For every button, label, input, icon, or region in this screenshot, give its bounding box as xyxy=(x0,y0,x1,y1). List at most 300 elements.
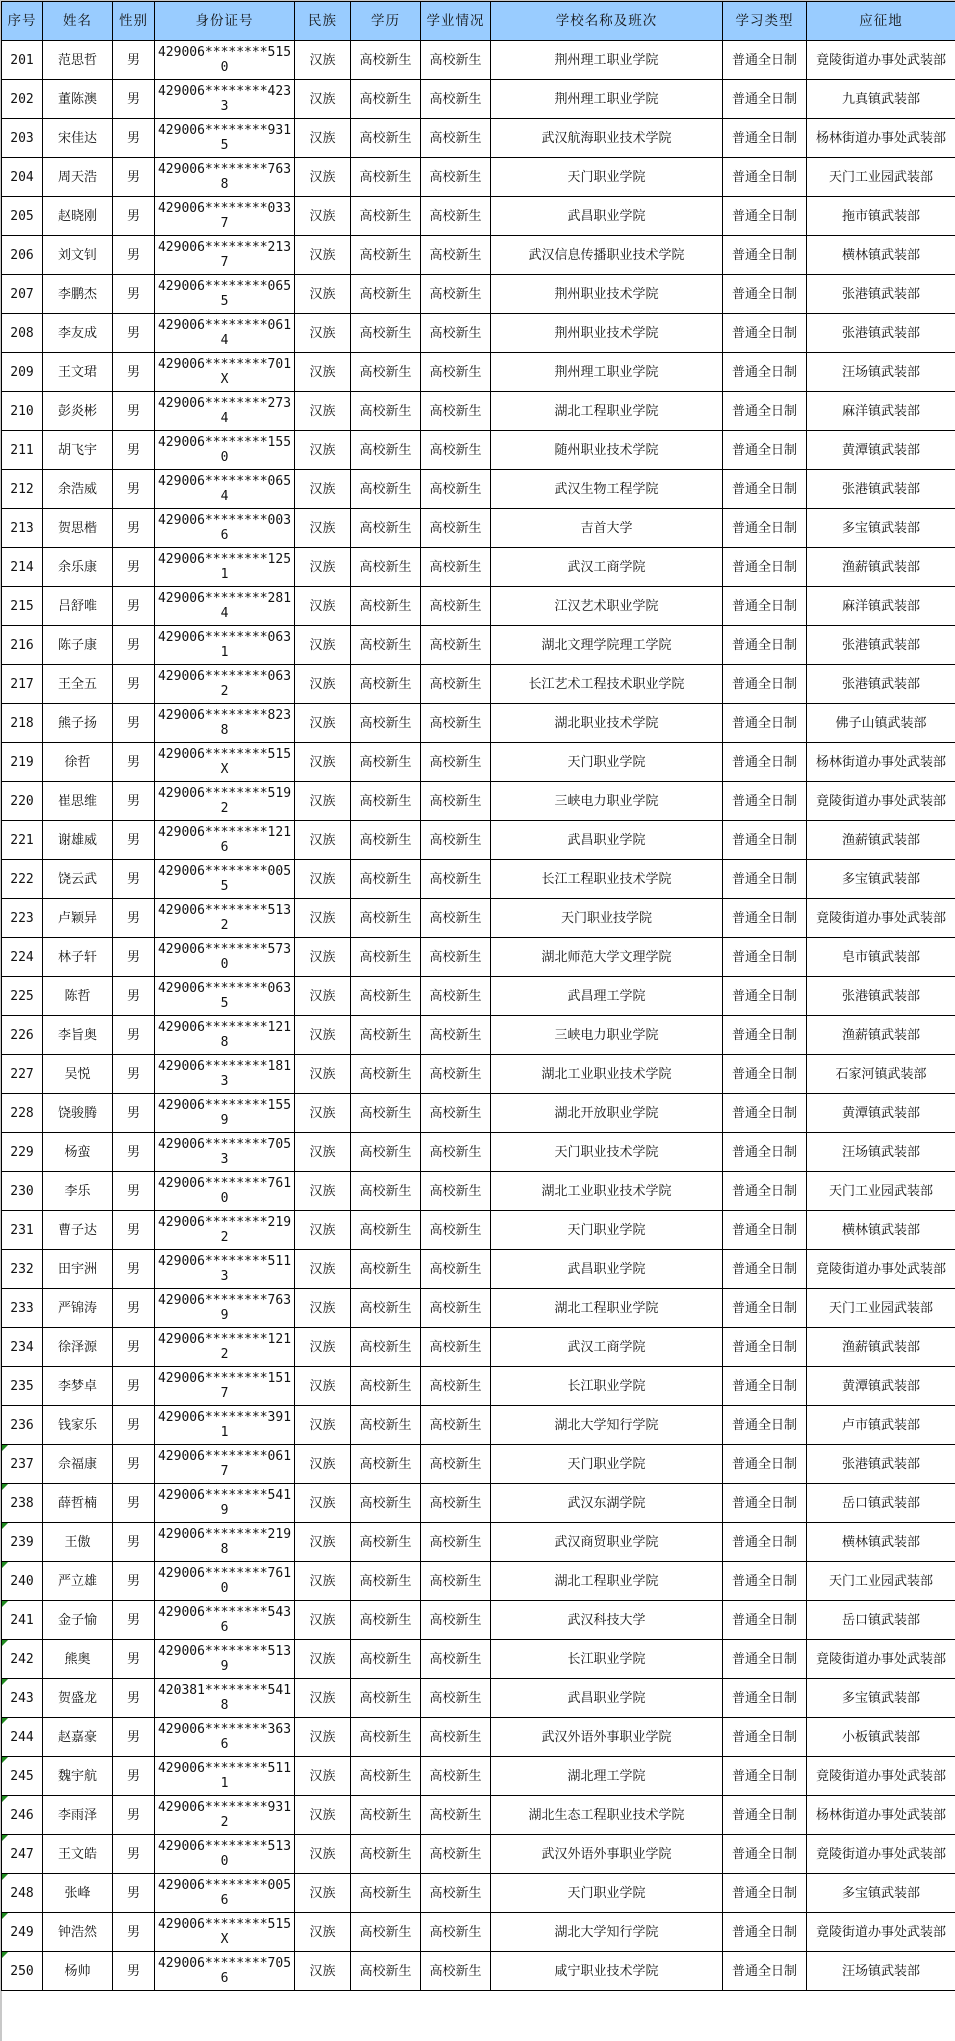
cell-id-number[interactable] xyxy=(155,236,295,275)
cell-school[interactable] xyxy=(491,509,723,548)
cell-school[interactable] xyxy=(491,1718,723,1757)
cell-enlist-location[interactable] xyxy=(807,860,955,899)
cell-study-type[interactable] xyxy=(723,782,807,821)
cell-study-type[interactable] xyxy=(723,119,807,158)
cell-study-type[interactable] xyxy=(723,1952,807,1991)
cell-sex[interactable] xyxy=(113,509,155,548)
cell-study-status[interactable] xyxy=(421,587,491,626)
cell-study-status[interactable] xyxy=(421,1523,491,1562)
cell-nation[interactable] xyxy=(295,782,351,821)
cell-study-status[interactable] xyxy=(421,1484,491,1523)
cell-study-type[interactable] xyxy=(723,431,807,470)
cell-school[interactable] xyxy=(491,782,723,821)
cell-school[interactable] xyxy=(491,353,723,392)
cell-education[interactable] xyxy=(351,1718,421,1757)
cell-nation[interactable] xyxy=(295,587,351,626)
cell-study-type[interactable] xyxy=(723,1562,807,1601)
cell-school[interactable] xyxy=(491,1250,723,1289)
cell-school[interactable] xyxy=(491,1757,723,1796)
cell-education[interactable] xyxy=(351,548,421,587)
cell-id-number[interactable] xyxy=(155,119,295,158)
cell-name[interactable] xyxy=(43,1367,113,1406)
cell-study-type[interactable] xyxy=(723,1484,807,1523)
cell-study-status[interactable] xyxy=(421,1913,491,1952)
cell-education[interactable] xyxy=(351,1133,421,1172)
cell-sex[interactable] xyxy=(113,1679,155,1718)
cell-name[interactable] xyxy=(43,1172,113,1211)
cell-study-status[interactable] xyxy=(421,704,491,743)
cell-sex[interactable] xyxy=(113,1601,155,1640)
cell-school[interactable] xyxy=(491,1484,723,1523)
cell-study-type[interactable] xyxy=(723,1289,807,1328)
cell-enlist-location[interactable] xyxy=(807,197,955,236)
cell-nation[interactable] xyxy=(295,119,351,158)
cell-nation[interactable] xyxy=(295,1289,351,1328)
cell-study-type[interactable] xyxy=(723,41,807,80)
cell-id-number[interactable] xyxy=(155,1718,295,1757)
cell-enlist-location[interactable] xyxy=(807,1874,955,1913)
cell-id-number[interactable] xyxy=(155,1679,295,1718)
cell-id-number[interactable] xyxy=(155,1913,295,1952)
cell-school[interactable] xyxy=(491,1640,723,1679)
cell-enlist-location[interactable] xyxy=(807,1172,955,1211)
cell-sex[interactable] xyxy=(113,1289,155,1328)
cell-education[interactable] xyxy=(351,392,421,431)
cell-education[interactable] xyxy=(351,704,421,743)
cell-name[interactable] xyxy=(43,1250,113,1289)
cell-enlist-location[interactable] xyxy=(807,1406,955,1445)
cell-id-number[interactable] xyxy=(155,782,295,821)
cell-sex[interactable] xyxy=(113,899,155,938)
cell-sex[interactable] xyxy=(113,275,155,314)
cell-nation[interactable] xyxy=(295,977,351,1016)
cell-study-status[interactable] xyxy=(421,1406,491,1445)
cell-enlist-location[interactable] xyxy=(807,1250,955,1289)
cell-no[interactable] xyxy=(2,1952,43,1991)
cell-study-status[interactable] xyxy=(421,314,491,353)
cell-enlist-location[interactable] xyxy=(807,1211,955,1250)
cell-name[interactable] xyxy=(43,119,113,158)
cell-nation[interactable] xyxy=(295,470,351,509)
cell-education[interactable] xyxy=(351,1406,421,1445)
cell-no[interactable] xyxy=(2,704,43,743)
cell-study-status[interactable] xyxy=(421,1445,491,1484)
cell-nation[interactable] xyxy=(295,1250,351,1289)
cell-school[interactable] xyxy=(491,1601,723,1640)
cell-enlist-location[interactable] xyxy=(807,1640,955,1679)
cell-enlist-location[interactable] xyxy=(807,1523,955,1562)
cell-id-number[interactable] xyxy=(155,626,295,665)
cell-id-number[interactable] xyxy=(155,1874,295,1913)
cell-id-number[interactable] xyxy=(155,1835,295,1874)
cell-education[interactable] xyxy=(351,1094,421,1133)
cell-no[interactable] xyxy=(2,158,43,197)
cell-no[interactable] xyxy=(2,1562,43,1601)
cell-study-status[interactable] xyxy=(421,899,491,938)
cell-sex[interactable] xyxy=(113,353,155,392)
cell-enlist-location[interactable] xyxy=(807,353,955,392)
cell-study-type[interactable] xyxy=(723,236,807,275)
cell-sex[interactable] xyxy=(113,158,155,197)
cell-sex[interactable] xyxy=(113,41,155,80)
cell-nation[interactable] xyxy=(295,197,351,236)
cell-study-type[interactable] xyxy=(723,197,807,236)
cell-study-type[interactable] xyxy=(723,860,807,899)
cell-no[interactable] xyxy=(2,314,43,353)
cell-sex[interactable] xyxy=(113,197,155,236)
cell-no[interactable] xyxy=(2,1718,43,1757)
cell-id-number[interactable] xyxy=(155,1016,295,1055)
cell-sex[interactable] xyxy=(113,1367,155,1406)
cell-study-status[interactable] xyxy=(421,1016,491,1055)
cell-no[interactable] xyxy=(2,899,43,938)
cell-name[interactable] xyxy=(43,782,113,821)
cell-name[interactable] xyxy=(43,548,113,587)
cell-no[interactable] xyxy=(2,665,43,704)
cell-nation[interactable] xyxy=(295,704,351,743)
cell-study-status[interactable] xyxy=(421,1250,491,1289)
cell-study-status[interactable] xyxy=(421,1601,491,1640)
cell-study-type[interactable] xyxy=(723,509,807,548)
cell-nation[interactable] xyxy=(295,1133,351,1172)
cell-study-status[interactable] xyxy=(421,1718,491,1757)
cell-school[interactable] xyxy=(491,1367,723,1406)
cell-enlist-location[interactable] xyxy=(807,977,955,1016)
cell-study-type[interactable] xyxy=(723,1874,807,1913)
cell-name[interactable] xyxy=(43,1796,113,1835)
cell-study-status[interactable] xyxy=(421,1094,491,1133)
cell-name[interactable] xyxy=(43,1406,113,1445)
cell-no[interactable] xyxy=(2,275,43,314)
cell-study-type[interactable] xyxy=(723,665,807,704)
cell-education[interactable] xyxy=(351,1913,421,1952)
cell-study-status[interactable] xyxy=(421,1835,491,1874)
cell-id-number[interactable] xyxy=(155,509,295,548)
cell-name[interactable] xyxy=(43,197,113,236)
cell-sex[interactable] xyxy=(113,1640,155,1679)
cell-no[interactable] xyxy=(2,392,43,431)
cell-education[interactable] xyxy=(351,1562,421,1601)
cell-education[interactable] xyxy=(351,1172,421,1211)
cell-school[interactable] xyxy=(491,431,723,470)
cell-id-number[interactable] xyxy=(155,1055,295,1094)
cell-name[interactable] xyxy=(43,665,113,704)
col-header-edu[interactable]: 学历 xyxy=(351,2,421,41)
cell-nation[interactable] xyxy=(295,509,351,548)
cell-name[interactable] xyxy=(43,821,113,860)
cell-study-type[interactable] xyxy=(723,1718,807,1757)
cell-study-status[interactable] xyxy=(421,119,491,158)
cell-study-status[interactable] xyxy=(421,1757,491,1796)
cell-nation[interactable] xyxy=(295,1406,351,1445)
cell-study-type[interactable] xyxy=(723,275,807,314)
cell-id-number[interactable] xyxy=(155,353,295,392)
cell-study-type[interactable] xyxy=(723,548,807,587)
cell-study-type[interactable] xyxy=(723,1016,807,1055)
cell-nation[interactable] xyxy=(295,1172,351,1211)
cell-sex[interactable] xyxy=(113,1406,155,1445)
cell-enlist-location[interactable] xyxy=(807,158,955,197)
cell-school[interactable] xyxy=(491,470,723,509)
cell-id-number[interactable] xyxy=(155,1211,295,1250)
cell-name[interactable] xyxy=(43,275,113,314)
cell-study-type[interactable] xyxy=(723,353,807,392)
cell-enlist-location[interactable] xyxy=(807,665,955,704)
cell-study-type[interactable] xyxy=(723,1835,807,1874)
cell-id-number[interactable] xyxy=(155,1250,295,1289)
cell-no[interactable] xyxy=(2,860,43,899)
cell-sex[interactable] xyxy=(113,1445,155,1484)
cell-sex[interactable] xyxy=(113,1523,155,1562)
cell-name[interactable] xyxy=(43,1094,113,1133)
cell-name[interactable] xyxy=(43,1874,113,1913)
cell-name[interactable] xyxy=(43,431,113,470)
cell-sex[interactable] xyxy=(113,1796,155,1835)
cell-education[interactable] xyxy=(351,1796,421,1835)
cell-school[interactable] xyxy=(491,119,723,158)
cell-nation[interactable] xyxy=(295,1913,351,1952)
cell-id-number[interactable] xyxy=(155,431,295,470)
cell-study-type[interactable] xyxy=(723,1757,807,1796)
cell-nation[interactable] xyxy=(295,41,351,80)
cell-education[interactable] xyxy=(351,509,421,548)
cell-no[interactable] xyxy=(2,1016,43,1055)
cell-no[interactable] xyxy=(2,821,43,860)
cell-id-number[interactable] xyxy=(155,41,295,80)
cell-id-number[interactable] xyxy=(155,80,295,119)
cell-education[interactable] xyxy=(351,1055,421,1094)
cell-nation[interactable] xyxy=(295,1523,351,1562)
cell-education[interactable] xyxy=(351,1328,421,1367)
cell-name[interactable] xyxy=(43,1016,113,1055)
cell-enlist-location[interactable] xyxy=(807,1952,955,1991)
cell-school[interactable] xyxy=(491,275,723,314)
cell-id-number[interactable] xyxy=(155,1406,295,1445)
cell-id-number[interactable] xyxy=(155,704,295,743)
cell-sex[interactable] xyxy=(113,626,155,665)
cell-study-type[interactable] xyxy=(723,977,807,1016)
cell-nation[interactable] xyxy=(295,236,351,275)
cell-study-type[interactable] xyxy=(723,587,807,626)
cell-study-status[interactable] xyxy=(421,938,491,977)
cell-no[interactable] xyxy=(2,1874,43,1913)
cell-study-type[interactable] xyxy=(723,80,807,119)
cell-study-status[interactable] xyxy=(421,80,491,119)
cell-enlist-location[interactable] xyxy=(807,431,955,470)
cell-nation[interactable] xyxy=(295,431,351,470)
cell-study-type[interactable] xyxy=(723,314,807,353)
cell-education[interactable] xyxy=(351,275,421,314)
cell-nation[interactable] xyxy=(295,1718,351,1757)
cell-name[interactable] xyxy=(43,1835,113,1874)
cell-study-type[interactable] xyxy=(723,1601,807,1640)
cell-nation[interactable] xyxy=(295,860,351,899)
cell-nation[interactable] xyxy=(295,1445,351,1484)
cell-school[interactable] xyxy=(491,743,723,782)
cell-study-status[interactable] xyxy=(421,626,491,665)
cell-no[interactable] xyxy=(2,1523,43,1562)
cell-no[interactable] xyxy=(2,41,43,80)
cell-nation[interactable] xyxy=(295,1757,351,1796)
cell-name[interactable] xyxy=(43,158,113,197)
cell-no[interactable] xyxy=(2,80,43,119)
cell-study-status[interactable] xyxy=(421,1874,491,1913)
cell-study-status[interactable] xyxy=(421,1328,491,1367)
cell-education[interactable] xyxy=(351,1874,421,1913)
cell-study-type[interactable] xyxy=(723,392,807,431)
cell-id-number[interactable] xyxy=(155,821,295,860)
cell-no[interactable] xyxy=(2,938,43,977)
cell-no[interactable] xyxy=(2,548,43,587)
cell-nation[interactable] xyxy=(295,1484,351,1523)
cell-sex[interactable] xyxy=(113,704,155,743)
cell-name[interactable] xyxy=(43,392,113,431)
cell-enlist-location[interactable] xyxy=(807,80,955,119)
cell-sex[interactable] xyxy=(113,1328,155,1367)
cell-name[interactable] xyxy=(43,1055,113,1094)
cell-education[interactable] xyxy=(351,821,421,860)
cell-education[interactable] xyxy=(351,1211,421,1250)
cell-id-number[interactable] xyxy=(155,1484,295,1523)
cell-no[interactable] xyxy=(2,1601,43,1640)
cell-school[interactable] xyxy=(491,1328,723,1367)
cell-no[interactable] xyxy=(2,626,43,665)
cell-school[interactable] xyxy=(491,1016,723,1055)
cell-study-type[interactable] xyxy=(723,1055,807,1094)
cell-school[interactable] xyxy=(491,1211,723,1250)
cell-study-type[interactable] xyxy=(723,1094,807,1133)
cell-nation[interactable] xyxy=(295,80,351,119)
cell-education[interactable] xyxy=(351,119,421,158)
cell-name[interactable] xyxy=(43,938,113,977)
cell-sex[interactable] xyxy=(113,1055,155,1094)
cell-study-status[interactable] xyxy=(421,743,491,782)
cell-enlist-location[interactable] xyxy=(807,743,955,782)
cell-study-status[interactable] xyxy=(421,1133,491,1172)
cell-school[interactable] xyxy=(491,665,723,704)
cell-name[interactable] xyxy=(43,353,113,392)
cell-no[interactable] xyxy=(2,743,43,782)
cell-education[interactable] xyxy=(351,899,421,938)
cell-study-type[interactable] xyxy=(723,1133,807,1172)
cell-study-status[interactable] xyxy=(421,1289,491,1328)
cell-sex[interactable] xyxy=(113,1562,155,1601)
cell-no[interactable] xyxy=(2,1250,43,1289)
cell-school[interactable] xyxy=(491,1289,723,1328)
cell-id-number[interactable] xyxy=(155,977,295,1016)
cell-sex[interactable] xyxy=(113,1094,155,1133)
cell-study-status[interactable] xyxy=(421,1055,491,1094)
col-header-name[interactable]: 姓名 xyxy=(43,2,113,41)
cell-education[interactable] xyxy=(351,470,421,509)
cell-enlist-location[interactable] xyxy=(807,1016,955,1055)
cell-id-number[interactable] xyxy=(155,1952,295,1991)
cell-study-status[interactable] xyxy=(421,470,491,509)
cell-education[interactable] xyxy=(351,236,421,275)
cell-nation[interactable] xyxy=(295,1562,351,1601)
cell-sex[interactable] xyxy=(113,80,155,119)
cell-school[interactable] xyxy=(491,197,723,236)
cell-study-status[interactable] xyxy=(421,509,491,548)
cell-education[interactable] xyxy=(351,1016,421,1055)
cell-education[interactable] xyxy=(351,1601,421,1640)
cell-no[interactable] xyxy=(2,470,43,509)
cell-sex[interactable] xyxy=(113,1952,155,1991)
cell-id-number[interactable] xyxy=(155,860,295,899)
cell-nation[interactable] xyxy=(295,158,351,197)
cell-study-type[interactable] xyxy=(723,1328,807,1367)
cell-enlist-location[interactable] xyxy=(807,626,955,665)
cell-sex[interactable] xyxy=(113,860,155,899)
col-header-school[interactable]: 学校名称及班次 xyxy=(491,2,723,41)
cell-nation[interactable] xyxy=(295,275,351,314)
cell-enlist-location[interactable] xyxy=(807,1913,955,1952)
cell-name[interactable] xyxy=(43,1952,113,1991)
cell-study-status[interactable] xyxy=(421,548,491,587)
cell-study-status[interactable] xyxy=(421,197,491,236)
cell-school[interactable] xyxy=(491,548,723,587)
cell-study-status[interactable] xyxy=(421,353,491,392)
cell-study-type[interactable] xyxy=(723,1367,807,1406)
cell-enlist-location[interactable] xyxy=(807,1796,955,1835)
cell-enlist-location[interactable] xyxy=(807,275,955,314)
cell-education[interactable] xyxy=(351,587,421,626)
cell-enlist-location[interactable] xyxy=(807,509,955,548)
cell-no[interactable] xyxy=(2,353,43,392)
cell-no[interactable] xyxy=(2,1913,43,1952)
cell-school[interactable] xyxy=(491,392,723,431)
cell-school[interactable] xyxy=(491,704,723,743)
cell-id-number[interactable] xyxy=(155,1133,295,1172)
cell-school[interactable] xyxy=(491,860,723,899)
cell-study-type[interactable] xyxy=(723,1523,807,1562)
cell-nation[interactable] xyxy=(295,899,351,938)
cell-education[interactable] xyxy=(351,626,421,665)
cell-enlist-location[interactable] xyxy=(807,41,955,80)
cell-education[interactable] xyxy=(351,743,421,782)
cell-name[interactable] xyxy=(43,1484,113,1523)
cell-nation[interactable] xyxy=(295,1679,351,1718)
cell-enlist-location[interactable] xyxy=(807,1718,955,1757)
cell-study-status[interactable] xyxy=(421,1211,491,1250)
cell-enlist-location[interactable] xyxy=(807,470,955,509)
cell-school[interactable] xyxy=(491,1094,723,1133)
cell-sex[interactable] xyxy=(113,1874,155,1913)
cell-id-number[interactable] xyxy=(155,1289,295,1328)
cell-study-type[interactable] xyxy=(723,743,807,782)
cell-study-status[interactable] xyxy=(421,821,491,860)
cell-school[interactable] xyxy=(491,1952,723,1991)
cell-education[interactable] xyxy=(351,197,421,236)
cell-school[interactable] xyxy=(491,626,723,665)
cell-id-number[interactable] xyxy=(155,1562,295,1601)
cell-nation[interactable] xyxy=(295,743,351,782)
col-header-nation[interactable]: 民族 xyxy=(295,2,351,41)
cell-enlist-location[interactable] xyxy=(807,821,955,860)
cell-sex[interactable] xyxy=(113,743,155,782)
cell-education[interactable] xyxy=(351,1484,421,1523)
cell-sex[interactable] xyxy=(113,314,155,353)
cell-name[interactable] xyxy=(43,1640,113,1679)
cell-enlist-location[interactable] xyxy=(807,1133,955,1172)
cell-name[interactable] xyxy=(43,1133,113,1172)
cell-enlist-location[interactable] xyxy=(807,1679,955,1718)
cell-name[interactable] xyxy=(43,626,113,665)
col-header-id[interactable]: 身份证号 xyxy=(155,2,295,41)
cell-study-status[interactable] xyxy=(421,41,491,80)
col-header-type[interactable]: 学习类型 xyxy=(723,2,807,41)
cell-nation[interactable] xyxy=(295,1796,351,1835)
